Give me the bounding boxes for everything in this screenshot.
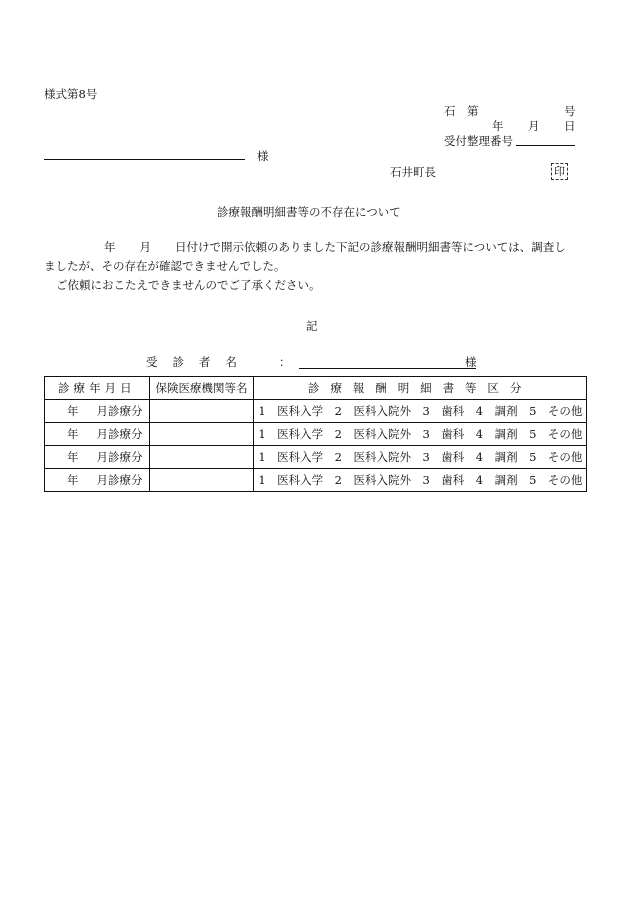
- addressee-suffix: 様: [257, 149, 269, 163]
- row-institution: [149, 423, 254, 446]
- row-date: 年 月診療分: [45, 423, 150, 446]
- body-month: 月: [139, 240, 151, 254]
- row-categories: 1 医科入学 2 医科入院外 3 歯科 4 調剤 5 その他: [254, 400, 587, 423]
- patient-name-line: [299, 354, 476, 369]
- document-title: 診療報酬明細書等の不存在について: [217, 205, 401, 219]
- table-row: [45, 446, 587, 469]
- patient-suffix: 様: [465, 355, 477, 369]
- header-category: 診療報酬明細書等区分: [254, 377, 587, 400]
- row-institution: [149, 400, 254, 423]
- sender-name: 石井町長: [390, 165, 436, 179]
- body-line-2: ましたが、その存在が確認できませんでした。: [44, 259, 286, 273]
- row-categories: 1 医科入学 2 医科入院外 3 歯科 4 調剤 5 その他: [254, 469, 587, 492]
- body-line-3: [44, 276, 584, 295]
- row-date: 年 月診療分: [45, 446, 150, 469]
- header-institution: 保険医療機関等名: [149, 377, 254, 400]
- addressee-line: [44, 146, 245, 160]
- body-year: 年: [104, 240, 116, 254]
- table-row: [45, 469, 587, 492]
- row-categories: 1 医科入学 2 医科入院外 3 歯科 4 調剤 5 その他: [254, 423, 587, 446]
- row-institution: [149, 446, 254, 469]
- row-date: 年 月診療分: [45, 400, 150, 423]
- row-date: 年 月診療分: [45, 469, 150, 492]
- row-categories: 1 医科入学 2 医科入院外 3 歯科 4 調剤 5 その他: [254, 446, 587, 469]
- doc-number-suffix: 号: [564, 104, 576, 118]
- patient-colon: ：: [279, 355, 291, 369]
- reception-number-line: [516, 132, 575, 146]
- body-line1-rest: 日付けで開示依頼のありました下記の診療報酬明細書等については、調査し: [175, 240, 566, 254]
- date-year: 年: [492, 119, 504, 133]
- body-line3-text: ご依頼におこたえできませんのでご了承ください。: [56, 278, 321, 292]
- doc-number-prefix: 石 第: [444, 104, 479, 118]
- date-month: 月: [528, 119, 540, 133]
- header-date: 診療年月日: [45, 377, 150, 400]
- detail-table: [44, 376, 587, 492]
- reception-label: 受付整理番号: [444, 134, 513, 148]
- patient-label: 受診者名: [146, 355, 252, 369]
- table-row: [45, 400, 587, 423]
- body-line-1: [44, 238, 584, 257]
- form-number: 様式第8号: [44, 87, 98, 101]
- seal-mark: 印: [551, 163, 568, 180]
- table-row: [45, 423, 587, 446]
- date-day: 日: [564, 119, 576, 133]
- row-institution: [149, 469, 254, 492]
- table-header-row: [45, 377, 587, 400]
- ki-heading: 記: [306, 319, 318, 333]
- body-paragraph: [44, 238, 584, 295]
